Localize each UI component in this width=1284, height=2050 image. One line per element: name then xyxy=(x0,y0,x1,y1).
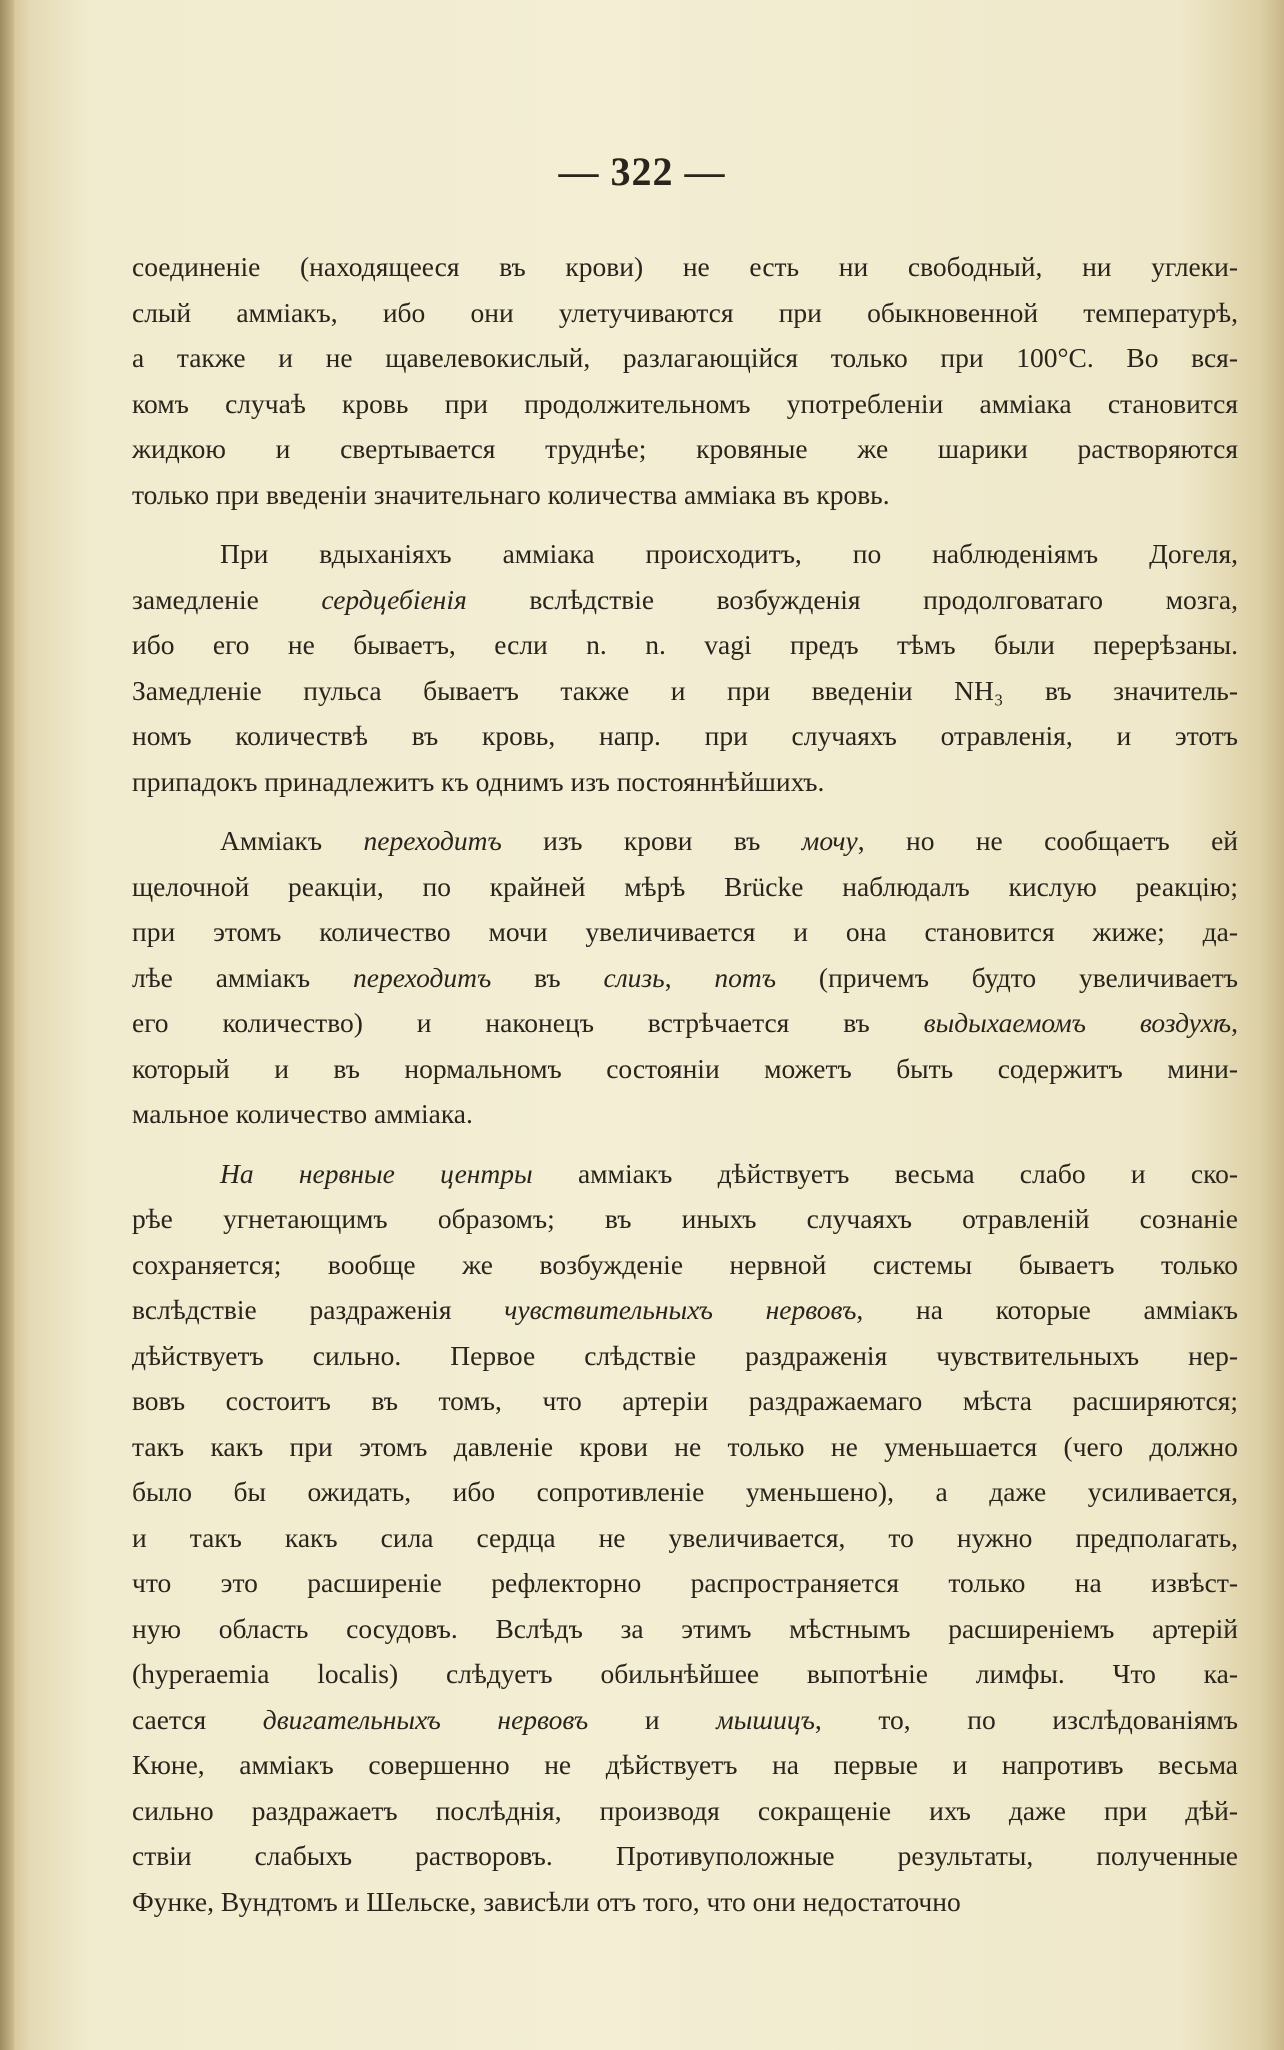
text-line: сохраняется; вообще же возбужденіе нервной системы бываетъ только xyxy=(132,1248,1238,1280)
emphasized-term: На нервные центры xyxy=(220,1157,533,1189)
page-binding-edge xyxy=(0,0,14,2050)
emphasized-term: двигательныхъ нервовъ xyxy=(262,1703,589,1735)
paragraph xyxy=(132,818,1238,1137)
paragraph-gap xyxy=(132,804,1238,818)
paragraph-gap xyxy=(132,1137,1238,1151)
text-line: сильно раздражаетъ послѣднія, производя сокращеніе ихъ даже при дѣй- xyxy=(132,1794,1238,1826)
text-line: было бы ожидать, ибо сопротивленіе уменьшено), а даже усиливается, xyxy=(132,1476,1238,1507)
text-line: На нервные центры амміакъ дѣйствуетъ весьма слабо и ско- xyxy=(220,1157,1238,1189)
text-line: припадокъ принадлежитъ къ однимъ изъ постояннѣйшихъ. xyxy=(132,765,825,797)
text-line: только при введеніи значительнаго количества амміака въ кровь. xyxy=(132,478,890,510)
emphasized-term: переходитъ xyxy=(363,825,502,856)
text-line: рѣе угнетающимъ образомъ; въ иныхъ случаяхъ отравленій сознаніе xyxy=(132,1203,1238,1234)
paragraph xyxy=(132,531,1238,804)
text-line: ную область сосудовъ. Вслѣдъ за этимъ мѣстнымъ расширеніемъ артерій xyxy=(132,1612,1238,1644)
text-line: мальное количество амміака. xyxy=(132,1098,473,1129)
text-line: соединеніе (находящееся въ крови) не есть ни свободный, ни углеки- xyxy=(132,251,1238,282)
page-number: — 322 — xyxy=(558,149,726,194)
body-text xyxy=(132,244,1238,1924)
emphasized-term: мочу xyxy=(801,825,858,856)
paragraph xyxy=(132,1151,1238,1925)
text-line: и такъ какъ сила сердца не увеличивается, то нужно предполагать, xyxy=(132,1521,1238,1553)
paragraph-gap xyxy=(132,517,1238,531)
text-line: замедленіе сердцебіенія вслѣдствіе возбужденія продолговатаго мозга, xyxy=(132,583,1238,615)
emphasized-term: чувствительныхъ нервовъ xyxy=(504,1294,857,1325)
text-line: вовъ состоитъ въ томъ, что артеріи раздражаемаго мѣста расширяются; xyxy=(132,1385,1238,1416)
emphasized-term: переходитъ xyxy=(353,961,492,993)
text-line: При вдыханіяхъ амміака происходитъ, по наблюденіямъ Догеля, xyxy=(220,538,1238,569)
text-line: такъ какъ при этомъ давленіе крови не только не уменьшается (чего должно xyxy=(132,1430,1238,1462)
text-line: что это расширеніе рефлекторно распространяется только на извѣст- xyxy=(132,1567,1238,1598)
text-line: ствіи слабыхъ растворовъ. Противуположные результаты, полученные xyxy=(132,1840,1238,1871)
text-line: номъ количествѣ въ кровь, напр. при случаяхъ отравленія, и этотъ xyxy=(132,720,1238,751)
text-line: Замедленіе пульса бываетъ также и при введеніи NH₃ въ значитель- xyxy=(132,674,1238,706)
text-line: вслѣдствіе раздраженія чувствительныхъ нервовъ, на которые амміакъ xyxy=(132,1294,1238,1325)
text-line: лѣе амміакъ переходитъ въ слизь, потъ (причемъ будто увеличиваетъ xyxy=(132,961,1238,993)
text-line: который и въ нормальномъ состояніи можетъ быть содержитъ мини- xyxy=(132,1052,1238,1084)
text-line: Амміакъ переходитъ изъ крови въ мочу, но не сообщаетъ ей xyxy=(220,825,1239,856)
text-line: жидкою и свертывается труднѣе; кровяные же шарики растворяются xyxy=(132,433,1238,464)
text-line: а также и не щавелевокислый, разлагающійся только при 100°С. Во вся- xyxy=(132,342,1238,373)
text-line: ибо его не бываетъ, если n. n. vagi предъ тѣмъ были перерѣзаны. xyxy=(132,629,1238,660)
emphasized-term: потъ xyxy=(714,961,777,993)
text-line: Кюне, амміакъ совершенно не дѣйствуетъ на первые и напротивъ весьма xyxy=(132,1749,1238,1780)
text-line: дѣйствуетъ сильно. Первое слѣдствіе раздраженія чувствительныхъ нер- xyxy=(132,1339,1238,1371)
text-line: щелочной реакціи, по крайней мѣрѣ Brücke наблюдалъ кислую реакцію; xyxy=(132,870,1238,902)
emphasized-term: слизь xyxy=(603,961,665,993)
emphasized-term: выдыхаемомъ воздухѣ xyxy=(923,1007,1232,1038)
emphasized-term: сердцебіенія xyxy=(321,583,467,615)
text-line: (hyperaemia localis) слѣдуетъ обильнѣйшее выпотѣніе лимфы. Что ка- xyxy=(132,1658,1238,1689)
emphasized-term: мышицъ xyxy=(716,1703,815,1735)
text-line: Функе, Вундтомъ и Шельске, зависѣли отъ того, что они недостаточно xyxy=(132,1885,961,1917)
text-line: комъ случаѣ кровь при продолжительномъ употребленіи амміака становится xyxy=(132,387,1238,419)
text-line: сается двигательныхъ нервовъ и мышицъ, то, по изслѣдованіямъ xyxy=(132,1703,1239,1735)
paragraph xyxy=(132,244,1238,517)
text-line: слый амміакъ, ибо они улетучиваются при обыкновенной температурѣ, xyxy=(132,296,1238,328)
text-line: при этомъ количество мочи увеличивается и она становится жиже; да- xyxy=(132,916,1238,947)
text-line: его количество) и наконецъ встрѣчается въ выдыхаемомъ воздухѣ, xyxy=(132,1007,1238,1038)
